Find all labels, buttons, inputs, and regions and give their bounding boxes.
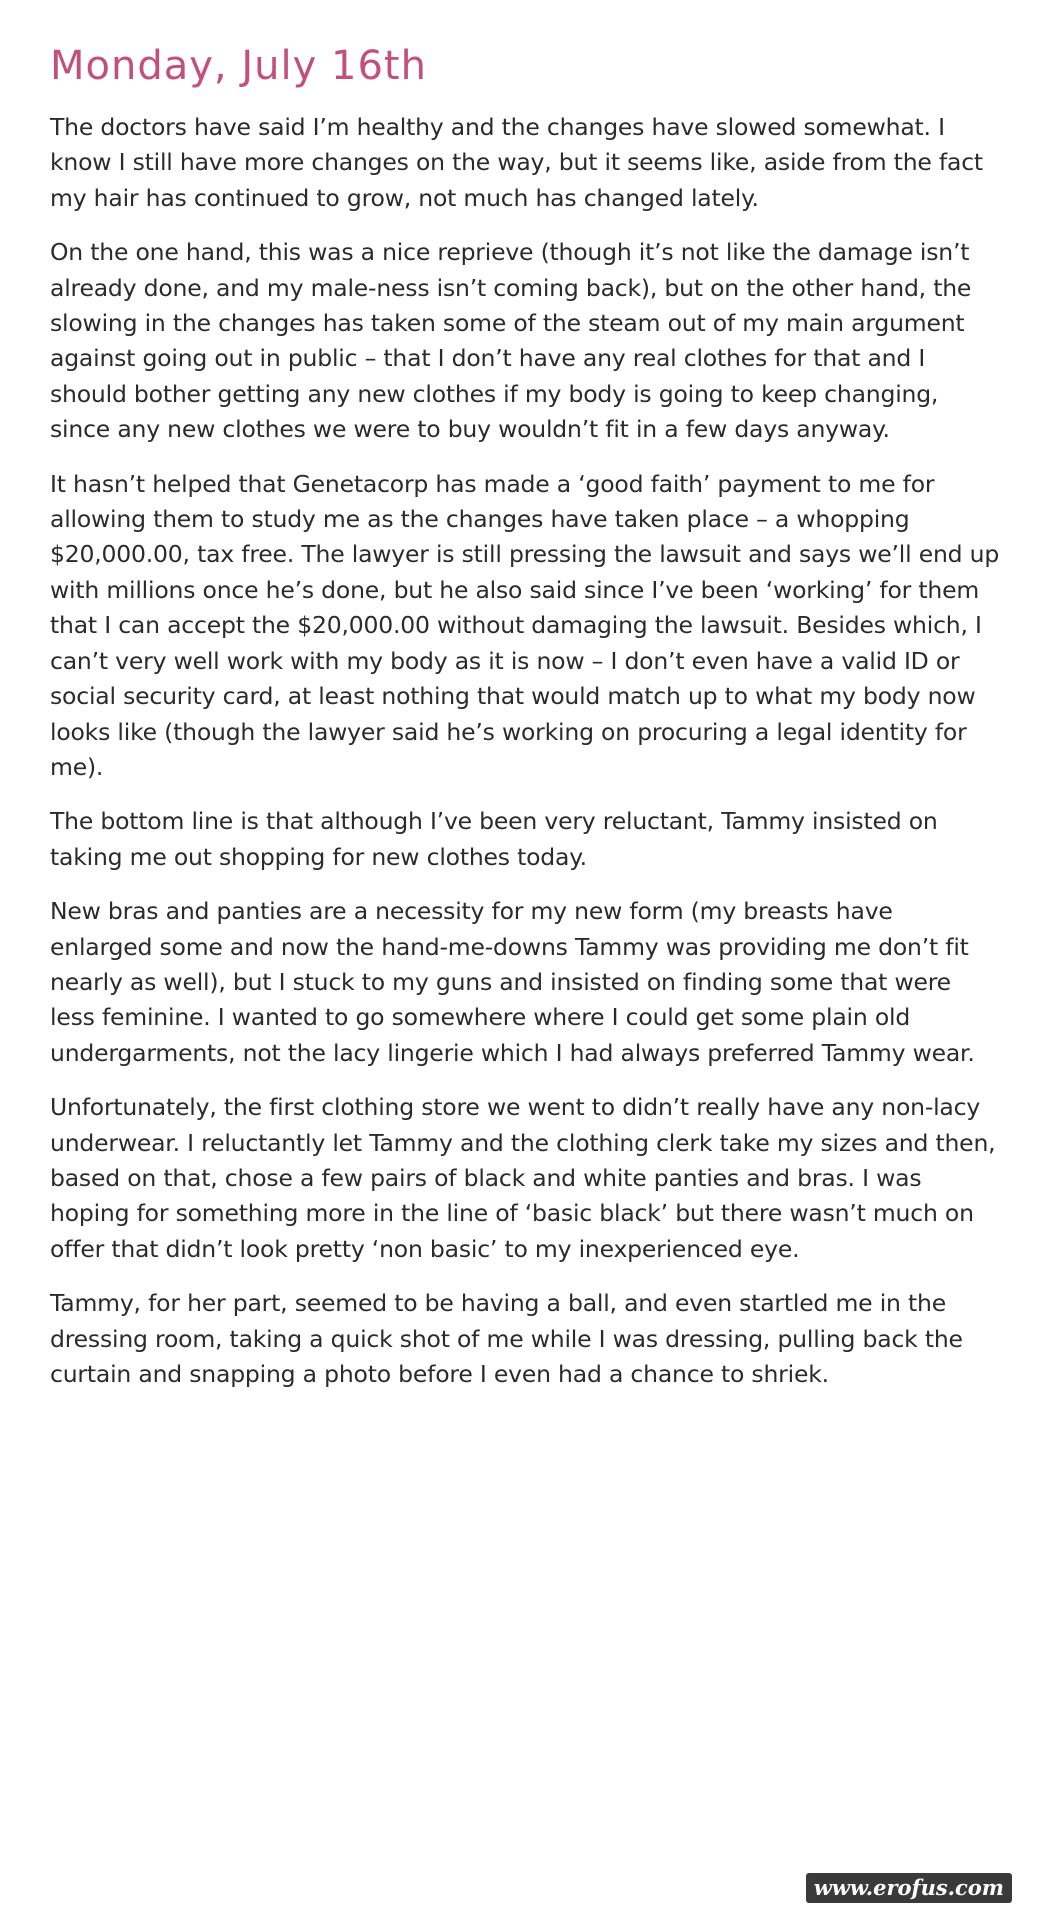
entry-date-title: Monday, July 16th [50, 43, 427, 89]
paragraph: On the one hand, this was a nice reprieve (though it’s not like the damage isn’t already done, and my male-ness isn’t coming back), but on the other hand, the slowing in the changes has taken some of the steam out of my main argument against going out in public – that I don’t have any real clothes for that and I should bother getting any new clothes if my body is going to keep changing, since any new clothes we were to buy wouldn’t fit in a few days anyway. [50, 238, 972, 444]
paragraph: Tammy, for her part, seemed to be having a ball, and even startled me in the dressing room, taking a quick shot of me while I was dressing, pulling back the curtain and snapping a photo before I even had a chance to shriek. [50, 1289, 963, 1388]
paragraph: The doctors have said I’m healthy and the changes have slowed somewhat. I know I still have more changes on the way, but it seems like, aside from the fact my hair has continued to grow, not much has changed lately. [50, 113, 983, 212]
paragraph: It hasn’t helped that Genetacorp has made a ‘good faith’ payment to me for allowing them to study me as the changes have taken place – a whopping $20,000.00, tax free. The lawyer is still pressing the lawsuit and says we’ll end up with millions once he’s done, but he also said since I’ve been ‘working’ for them that I can accept the $20,000.00 without damaging the lawsuit. Besides which, I can’t very well work with my body as it is now – I don’t even have a valid ID or social security card, at least nothing that would match up to what my body now looks like (though the lawyer said he’s working on procuring a legal identity for me). [50, 469, 1000, 781]
paragraph: The bottom line is that although I’ve been very reluctant, Tammy insisted on taking me out shopping for new clothes today. [50, 807, 938, 871]
entry-body [50, 110, 1000, 1392]
diary-page [50, 0, 1000, 1411]
paragraph: New bras and panties are a necessity for my new form (my breasts have enlarged some and now the hand-me-downs Tammy was providing me don’t fit nearly as well), but I stuck to my guns and insisted on finding some that were less feminine. I wanted to go somewhere where I could get some plain old undergarments, not the lacy lingerie which I had always preferred Tammy wear. [50, 897, 975, 1067]
paragraph: Unfortunately, the first clothing store we went to didn’t really have any non-lacy underwear. I reluctantly let Tammy and the clothing clerk take my sizes and then, based on that, chose a few pairs of black and white panties and bras. I was hoping for something more in the line of ‘basic black’ but there wasn’t much on offer that didn’t look pretty ‘non basic’ to my inexperienced eye. [50, 1093, 996, 1263]
site-watermark: www.erofus.com [806, 1873, 1012, 1903]
